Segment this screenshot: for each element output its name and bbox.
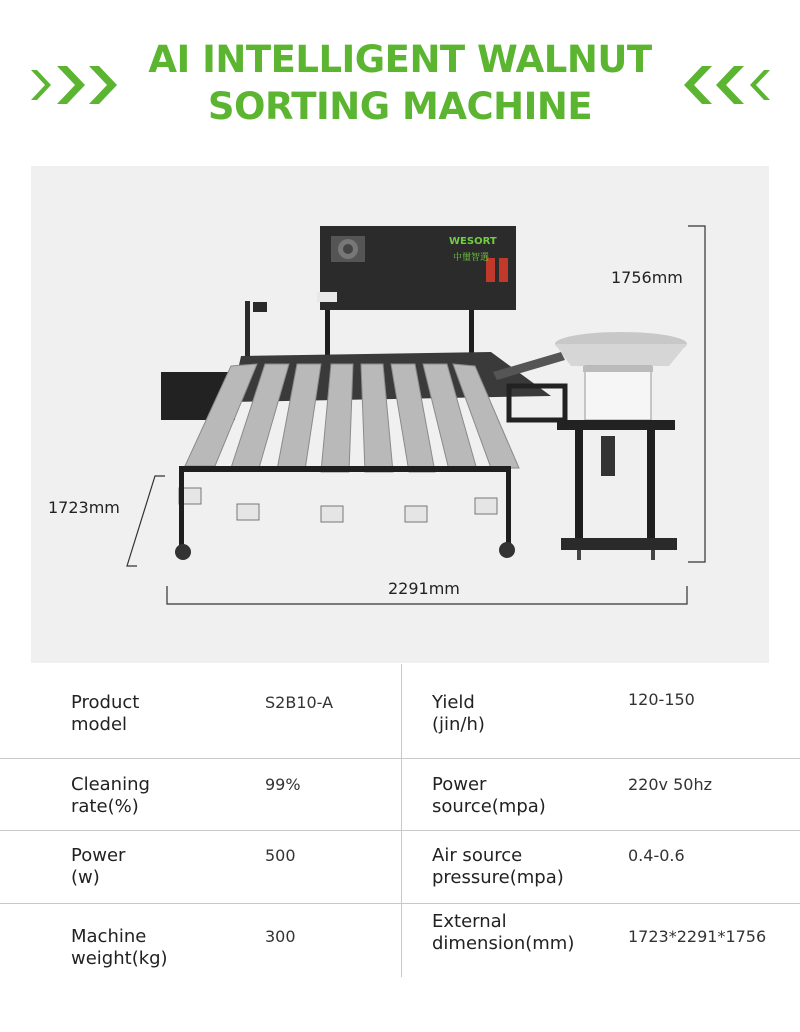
triple-chevron-left-icon bbox=[684, 66, 770, 104]
title-line-1: AI INTELLIGENT WALNUT bbox=[148, 38, 652, 81]
spec-label: Machine weight(kg) bbox=[71, 926, 168, 969]
table-row bbox=[0, 904, 800, 977]
spec-label: Power source(mpa) bbox=[432, 774, 546, 817]
spec-value: 220v 50hz bbox=[628, 775, 712, 794]
spec-value: 99% bbox=[265, 775, 301, 794]
spec-value: 120-150 bbox=[628, 690, 695, 709]
brand-label: WESORT bbox=[449, 236, 497, 247]
spec-value: 1723*2291*1756 bbox=[628, 927, 767, 946]
triple-chevron-right-icon bbox=[31, 66, 117, 104]
spec-label: Power (w) bbox=[71, 845, 126, 888]
page-header bbox=[0, 36, 800, 130]
brand-sub-label: 中璽智選 bbox=[453, 253, 490, 263]
height-dimension-label: 1756mm bbox=[611, 268, 683, 287]
table-row bbox=[0, 664, 800, 758]
table-row bbox=[0, 831, 800, 903]
spec-value: 0.4-0.6 bbox=[628, 846, 685, 865]
depth-dimension-label: 1723mm bbox=[48, 498, 120, 517]
table-row bbox=[0, 759, 800, 830]
title-line-2: SORTING MACHINE bbox=[207, 85, 593, 128]
spec-value: S2B10-A bbox=[265, 693, 334, 712]
spec-label: External dimension(mm) bbox=[432, 911, 575, 954]
width-dimension-label: 2291mm bbox=[388, 579, 460, 598]
spec-label: Product model bbox=[71, 692, 140, 735]
product-photo bbox=[31, 166, 769, 663]
spec-label: Cleaning rate(%) bbox=[71, 774, 150, 817]
spec-label: Yield (jin/h) bbox=[432, 692, 485, 735]
page-title bbox=[0, 36, 800, 130]
spec-value: 500 bbox=[265, 846, 296, 865]
spec-value: 300 bbox=[265, 927, 296, 946]
spec-label: Air source pressure(mpa) bbox=[432, 845, 564, 888]
